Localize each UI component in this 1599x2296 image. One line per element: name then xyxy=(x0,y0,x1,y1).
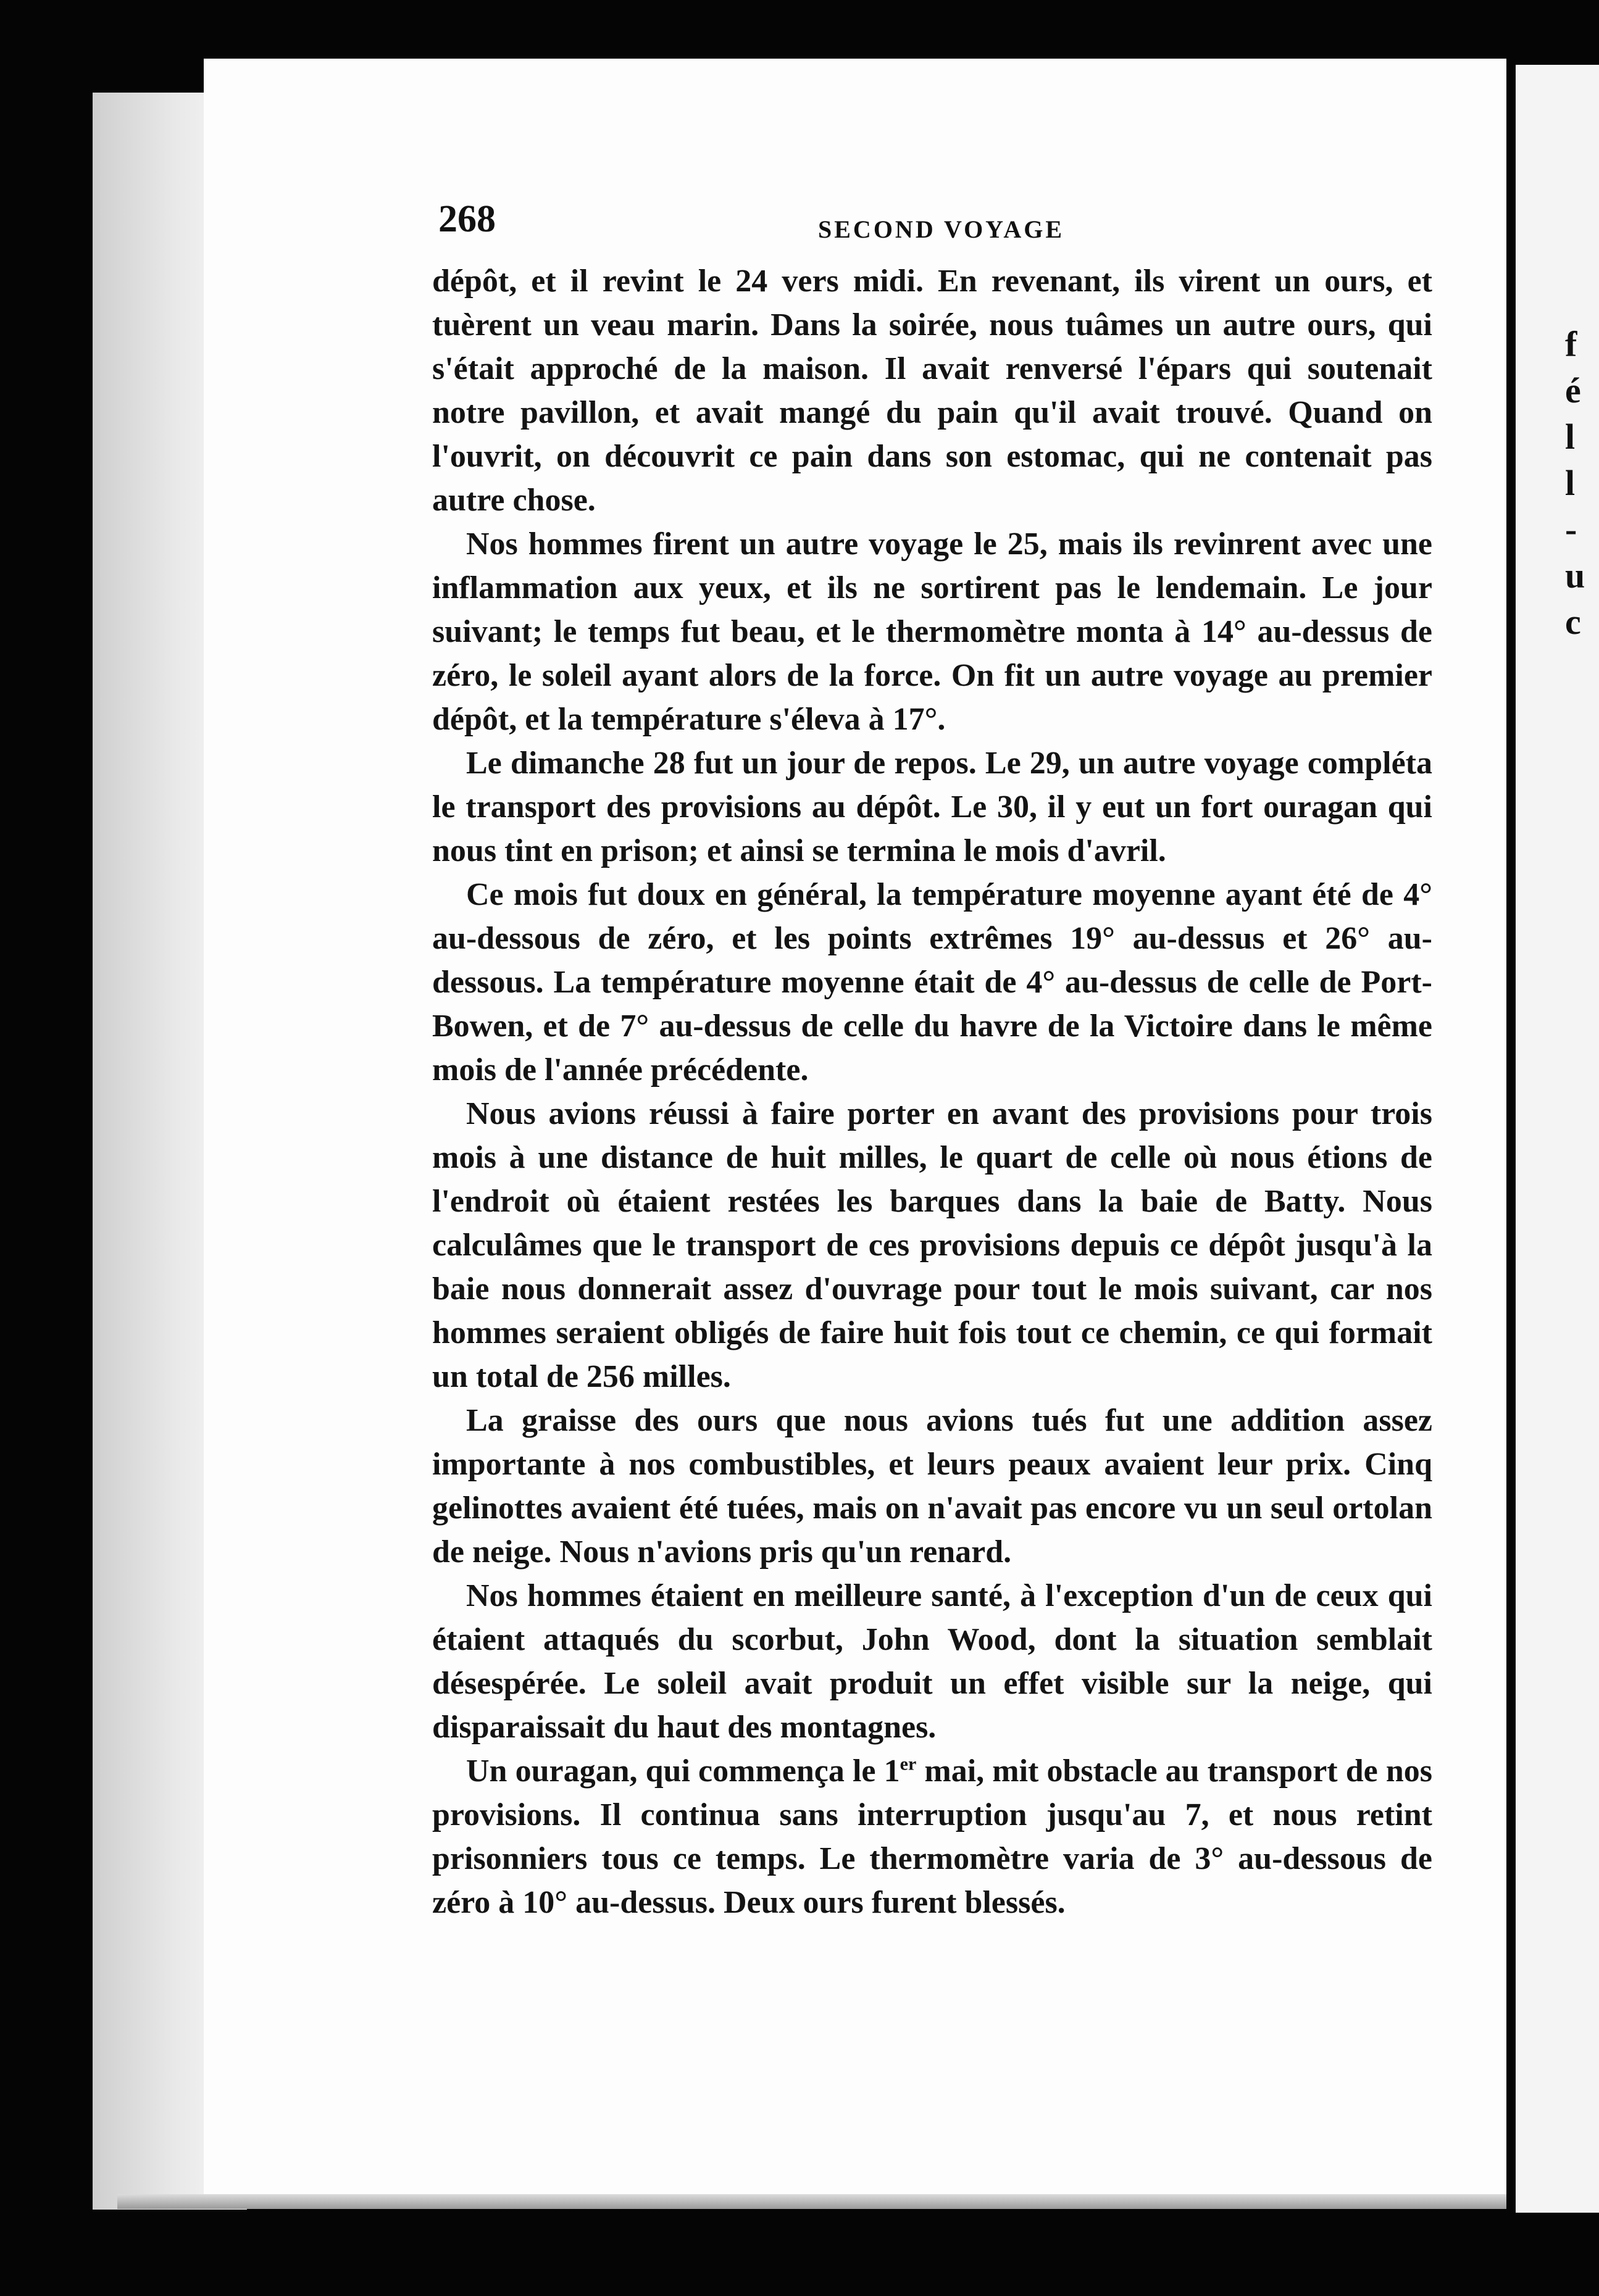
paragraph: Le dimanche 28 fut un jour de repos. Le 29, un autre voyage compléta le transport des provisions au dépôt. Le 30, il y eut un fort ouragan qui nous tint en prison; et ainsi se termina le mois d'avril. xyxy=(432,746,1432,868)
paragraph: dépôt, et il revint le 24 vers midi. En revenant, ils virent un ours, et tuèrent un veau marin. Dans la soirée, nous tuâmes un autre ours, qui s'était approché de la maison. Il avait renversé l'épars qui soutenait notre pavillon, et avait mangé du pain qu'il avait trouvé. Quand on l'ouvrit, on découvrit ce pain dans son estomac, qui ne contenait pas autre chose. xyxy=(432,264,1432,518)
paragraph-text: Un ouragan, qui commença le 1 xyxy=(466,1753,900,1789)
facing-glyph: f xyxy=(1565,324,1577,364)
body-text xyxy=(432,259,1432,1924)
paragraph: Ce mois fut doux en général, la température moyenne ayant été de 4° au-dessous de zéro, et les points extrêmes 19° au-dessus et 26° au-dessous. La température moyenne était de 4° au-dessus de celle de Port-Bowen, et de 7° au-dessus de celle du havre de la Victoire dans le même mois de l'année précédente. xyxy=(432,877,1432,1088)
page-bottom-edge xyxy=(117,2194,1506,2209)
running-head xyxy=(438,198,1438,253)
paragraph-last xyxy=(432,1749,1432,1924)
facing-glyph: l xyxy=(1565,463,1576,503)
superscript: er xyxy=(900,1753,917,1774)
paragraph: Nos hommes firent un autre voyage le 25, mais ils revinrent avec une inflammation aux yeux, et ils ne sortirent pas le lendemain. Le jour suivant; le temps fut beau, et le thermomètre monta à 14° au-dessus de zéro, le soleil ayant alors de la force. On fit un autre voyage au premier dépôt, et la température s'éleva à 17°. xyxy=(432,526,1432,737)
facing-glyph: - xyxy=(1565,509,1577,549)
paragraph: Nos hommes étaient en meilleure santé, à l'exception d'un de ceux qui étaient attaqués du scorbut, John Wood, dont la situation semblait désespérée. Le soleil avait produit un effet visible sur la neige, qui disparaissait du haut des montagnes. xyxy=(432,1578,1432,1745)
facing-glyph: c xyxy=(1565,602,1581,642)
facing-glyph: é xyxy=(1565,370,1581,410)
facing-glyph: u xyxy=(1565,555,1585,596)
paragraph: Nous avions réussi à faire porter en avant des provisions pour trois mois à une distance de huit milles, le quart de celle où nous étions de l'endroit où étaient restées les barques dans la baie de Batty. Nous calculâmes que le transport de ces provisions depuis ce dépôt jusqu'à la baie nous donnerait assez d'ouvrage pour tout le mois suivant, car nos hommes seraient obligés de faire huit fois tout ce chemin, ce qui formait un total de 256 milles. xyxy=(432,1096,1432,1394)
paragraph-text: mai, mit obstacle au transport de nos provisions. Il continua sans interruption jusqu'au 7, et nous retint prisonniers tous ce temps. Le thermomètre varia de 3° au-dessous de zéro à 10° au-dessus. Deux ours furent blessés. xyxy=(432,1753,1433,1920)
page-number: 268 xyxy=(438,198,496,240)
running-title: SECOND VOYAGE xyxy=(818,215,1065,243)
facing-glyph: l xyxy=(1565,417,1576,457)
paragraph: La graisse des ours que nous avions tués fut une addition assez importante à nos combustibles, et leurs peaux avaient leur prix. Cinq gelinottes avaient été tuées, mais on n'avait pas encore vu un seul ortolan de neige. Nous n'avions pris qu'un renard. xyxy=(432,1403,1432,1570)
facing-page-glyphs xyxy=(1565,321,1599,645)
